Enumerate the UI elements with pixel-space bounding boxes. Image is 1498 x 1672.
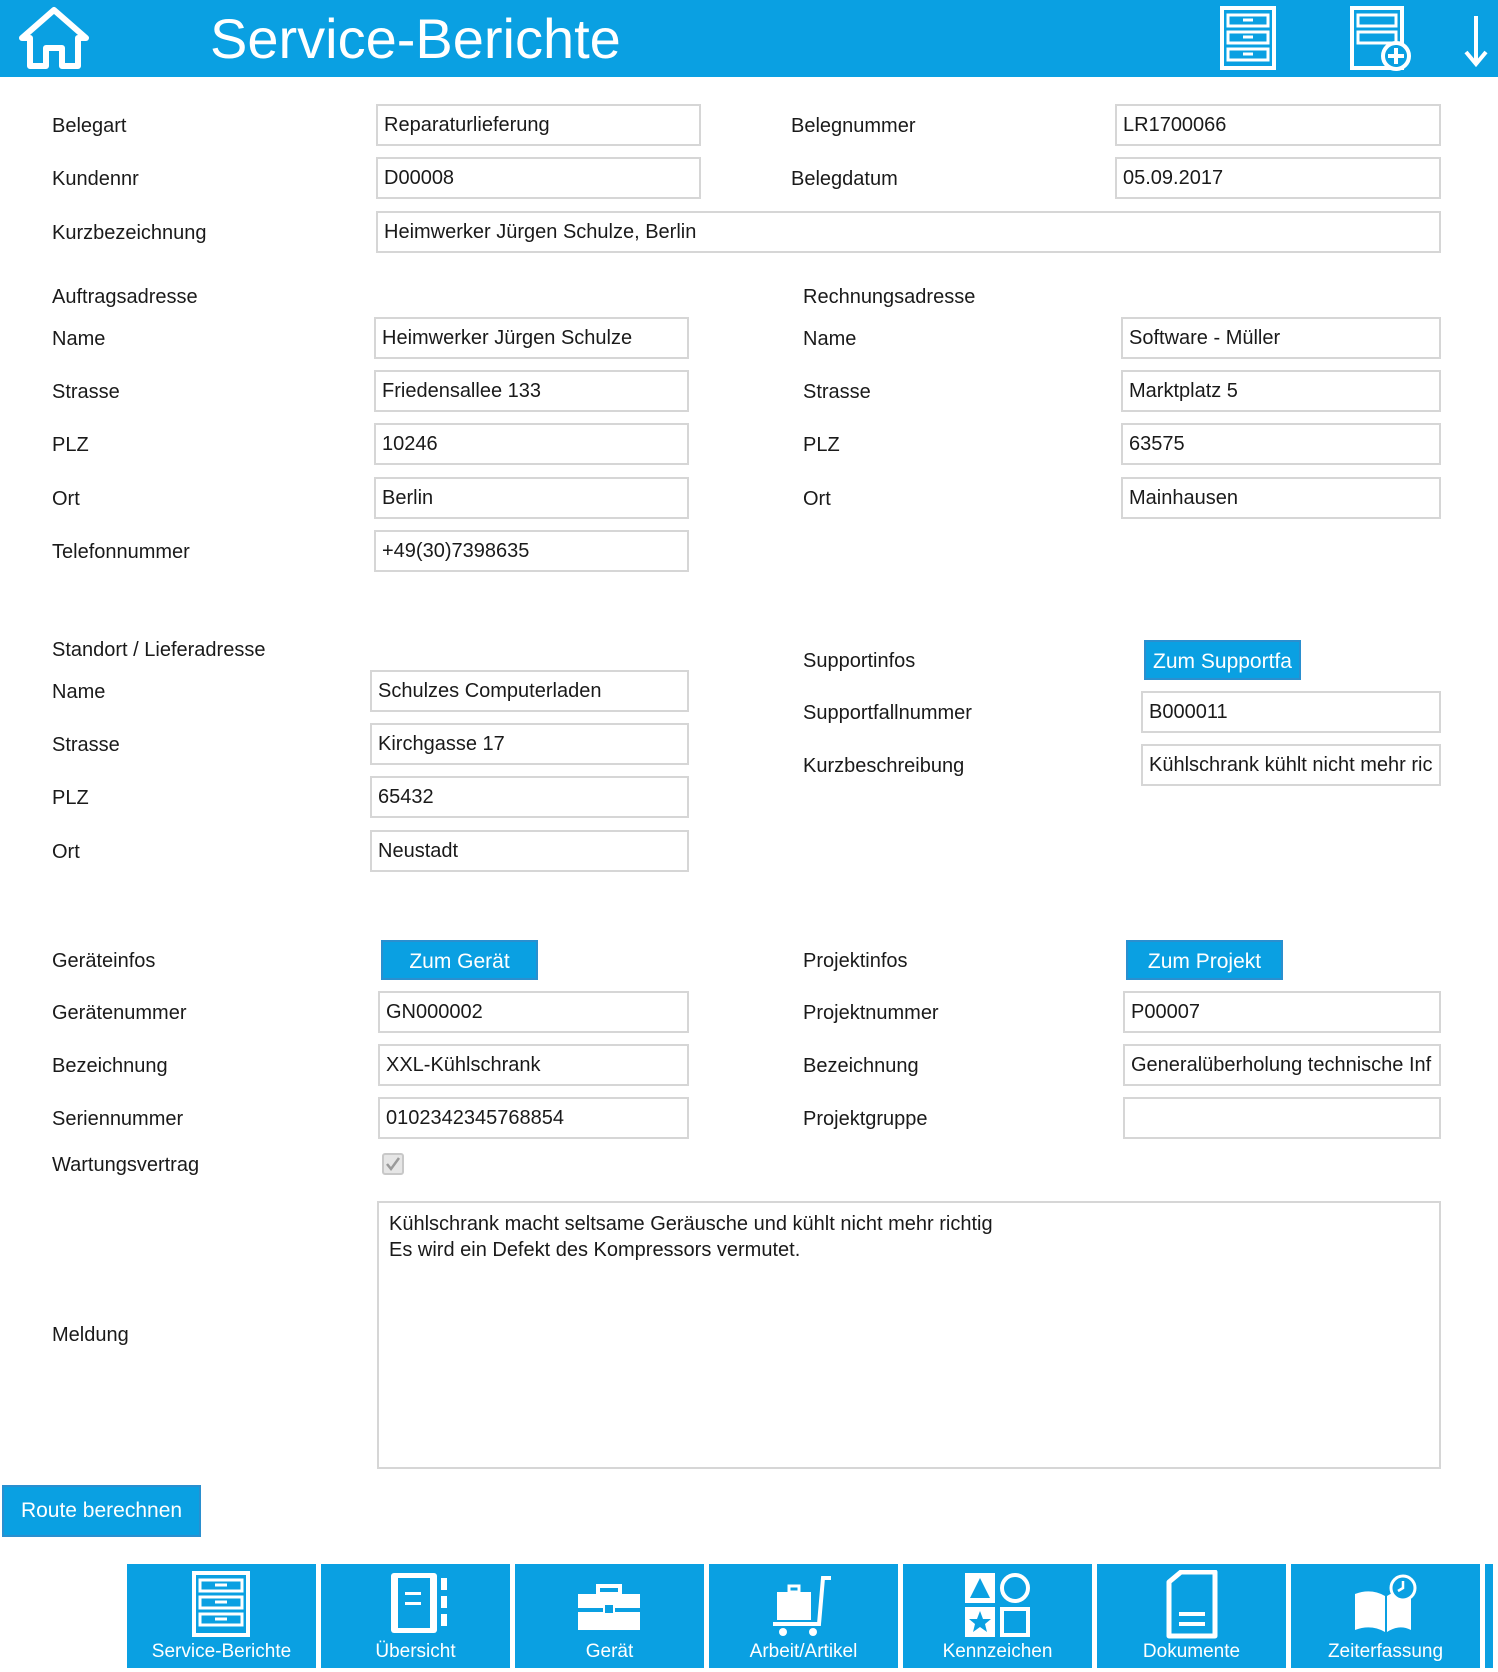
seriennummer-field[interactable]: 0102342345768854	[378, 1097, 689, 1139]
route-berechnen-button[interactable]: Route berechnen	[2, 1485, 201, 1537]
tab-label: Dokumente	[1142, 1641, 1241, 1662]
seriennummer-label: Seriennummer	[52, 1108, 184, 1130]
projektgruppe-label: Projektgruppe	[803, 1108, 928, 1130]
arrow-down-icon	[1460, 6, 1492, 70]
notebook-icon	[321, 1570, 510, 1640]
meldung-line-2: Es wird ein Defekt des Kompressors vermutet.	[389, 1239, 801, 1261]
rechnung-ort-field[interactable]: Mainhausen	[1121, 477, 1441, 519]
home-button[interactable]	[18, 6, 90, 70]
belegdatum-label: Belegdatum	[791, 168, 898, 190]
projekt-bezeichnung-label: Bezeichnung	[803, 1055, 919, 1077]
standort-name-label: Name	[52, 681, 106, 703]
supportfallnummer-label: Supportfallnummer	[803, 702, 972, 724]
tab-service-berichte[interactable]	[127, 1564, 316, 1668]
standort-strasse-field[interactable]: Kirchgasse 17	[370, 723, 689, 765]
projekt-bezeichnung-field[interactable]: Generalüberholung technische Inf	[1123, 1044, 1441, 1086]
document-icon	[1097, 1570, 1286, 1640]
tab-label: Gerät	[585, 1641, 634, 1662]
telefon-field[interactable]: +49(30)7398635	[374, 530, 689, 572]
standort-plz-label: PLZ	[52, 787, 89, 809]
rechnungsadresse-heading: Rechnungsadresse	[803, 286, 976, 308]
projektinfos-heading: Projektinfos	[803, 950, 908, 972]
tab-label: Service-Berichte	[151, 1641, 292, 1662]
rechnung-strasse-field[interactable]: Marktplatz 5	[1121, 370, 1441, 412]
add-document-icon	[1348, 6, 1414, 72]
geraet-bezeichnung-label: Bezeichnung	[52, 1055, 168, 1077]
cart-icon	[709, 1570, 898, 1640]
download-button[interactable]	[1460, 6, 1492, 70]
belegnummer-label: Belegnummer	[791, 115, 916, 137]
auftragsadresse-heading: Auftragsadresse	[52, 286, 198, 308]
auftrag-name-field[interactable]: Heimwerker Jürgen Schulze	[374, 317, 689, 359]
meldung-label: Meldung	[52, 1324, 129, 1346]
tab-arbeit-artikel[interactable]	[709, 1564, 898, 1668]
geraetenummer-label: Gerätenummer	[52, 1002, 187, 1024]
geraeteinfos-heading: Geräteinfos	[52, 950, 156, 972]
tab-overflow-edge[interactable]	[1485, 1564, 1493, 1668]
cabinet-icon	[127, 1570, 316, 1640]
belegart-field[interactable]: Reparaturlieferung	[376, 104, 701, 146]
standort-ort-label: Ort	[52, 841, 80, 863]
book-clock-icon	[1291, 1570, 1480, 1640]
telefon-label: Telefonnummer	[52, 541, 190, 563]
kundennr-label: Kundennr	[52, 168, 139, 190]
tab-label: Übersicht	[375, 1641, 456, 1662]
tab-label: Kennzeichen	[942, 1641, 1053, 1662]
tab-geraet[interactable]	[515, 1564, 704, 1668]
add-report-button[interactable]	[1348, 6, 1414, 70]
shapes-icon	[903, 1570, 1092, 1640]
standort-name-field[interactable]: Schulzes Computerladen	[370, 670, 689, 712]
rechnung-strasse-label: Strasse	[803, 381, 871, 403]
tab-label: Zeiterfassung	[1327, 1641, 1444, 1662]
zum-geraet-button[interactable]: Zum Gerät	[381, 940, 538, 980]
list-button[interactable]	[1218, 6, 1278, 70]
projektgruppe-field[interactable]	[1123, 1097, 1441, 1139]
geraetenummer-field[interactable]: GN000002	[378, 991, 689, 1033]
rechnung-name-label: Name	[803, 328, 857, 350]
belegart-label: Belegart	[52, 115, 127, 137]
kurzbeschreibung-field[interactable]: Kühlschrank kühlt nicht mehr ric	[1141, 744, 1441, 786]
zum-projekt-button[interactable]: Zum Projekt	[1126, 940, 1283, 980]
rechnung-plz-label: PLZ	[803, 434, 840, 456]
meldung-line-1: Kühlschrank macht seltsame Geräusche und kühlt nicht mehr richtig	[389, 1213, 993, 1235]
standort-plz-field[interactable]: 65432	[370, 776, 689, 818]
auftrag-strasse-field[interactable]: Friedensallee 133	[374, 370, 689, 412]
home-icon	[18, 6, 90, 70]
page-title: Service-Berichte	[210, 7, 621, 70]
tab-kennzeichen[interactable]	[903, 1564, 1092, 1668]
zum-supportfall-button[interactable]: Zum Supportfa	[1144, 640, 1301, 680]
belegdatum-field[interactable]: 05.09.2017	[1115, 157, 1441, 199]
standort-ort-field[interactable]: Neustadt	[370, 830, 689, 872]
projektnummer-label: Projektnummer	[803, 1002, 939, 1024]
header-bar	[0, 0, 1498, 77]
toolbox-icon	[515, 1570, 704, 1640]
kurzbeschreibung-label: Kurzbeschreibung	[803, 755, 965, 777]
rechnung-name-field[interactable]: Software - Müller	[1121, 317, 1441, 359]
kurzbezeichnung-field[interactable]: Heimwerker Jürgen Schulze, Berlin	[376, 211, 1441, 253]
wartungsvertrag-checkbox[interactable]	[382, 1153, 404, 1175]
auftrag-ort-label: Ort	[52, 488, 80, 510]
bottom-tab-bar	[127, 1564, 1498, 1668]
rechnung-plz-field[interactable]: 63575	[1121, 423, 1441, 465]
meldung-textarea[interactable]	[377, 1201, 1441, 1469]
tab-dokumente[interactable]	[1097, 1564, 1286, 1668]
projektnummer-field[interactable]: P00007	[1123, 991, 1441, 1033]
auftrag-plz-label: PLZ	[52, 434, 89, 456]
belegnummer-field[interactable]: LR1700066	[1115, 104, 1441, 146]
wartungsvertrag-label: Wartungsvertrag	[52, 1154, 200, 1176]
rechnung-ort-label: Ort	[803, 488, 831, 510]
auftrag-ort-field[interactable]: Berlin	[374, 477, 689, 519]
standort-heading: Standort / Lieferadresse	[52, 639, 266, 661]
kurzbezeichnung-label: Kurzbezeichnung	[52, 222, 207, 244]
auftrag-strasse-label: Strasse	[52, 381, 120, 403]
supportinfos-heading: Supportinfos	[803, 650, 916, 672]
auftrag-plz-field[interactable]: 10246	[374, 423, 689, 465]
checkmark-icon	[385, 1156, 401, 1172]
standort-strasse-label: Strasse	[52, 734, 120, 756]
auftrag-name-label: Name	[52, 328, 106, 350]
tab-uebersicht[interactable]	[321, 1564, 510, 1668]
geraet-bezeichnung-field[interactable]: XXL-Kühlschrank	[378, 1044, 689, 1086]
kundennr-field[interactable]: D00008	[376, 157, 701, 199]
tab-zeiterfassung[interactable]	[1291, 1564, 1480, 1668]
supportfallnummer-field[interactable]: B000011	[1141, 691, 1441, 733]
tab-label: Arbeit/Artikel	[749, 1641, 858, 1662]
list-icon	[1218, 6, 1278, 70]
